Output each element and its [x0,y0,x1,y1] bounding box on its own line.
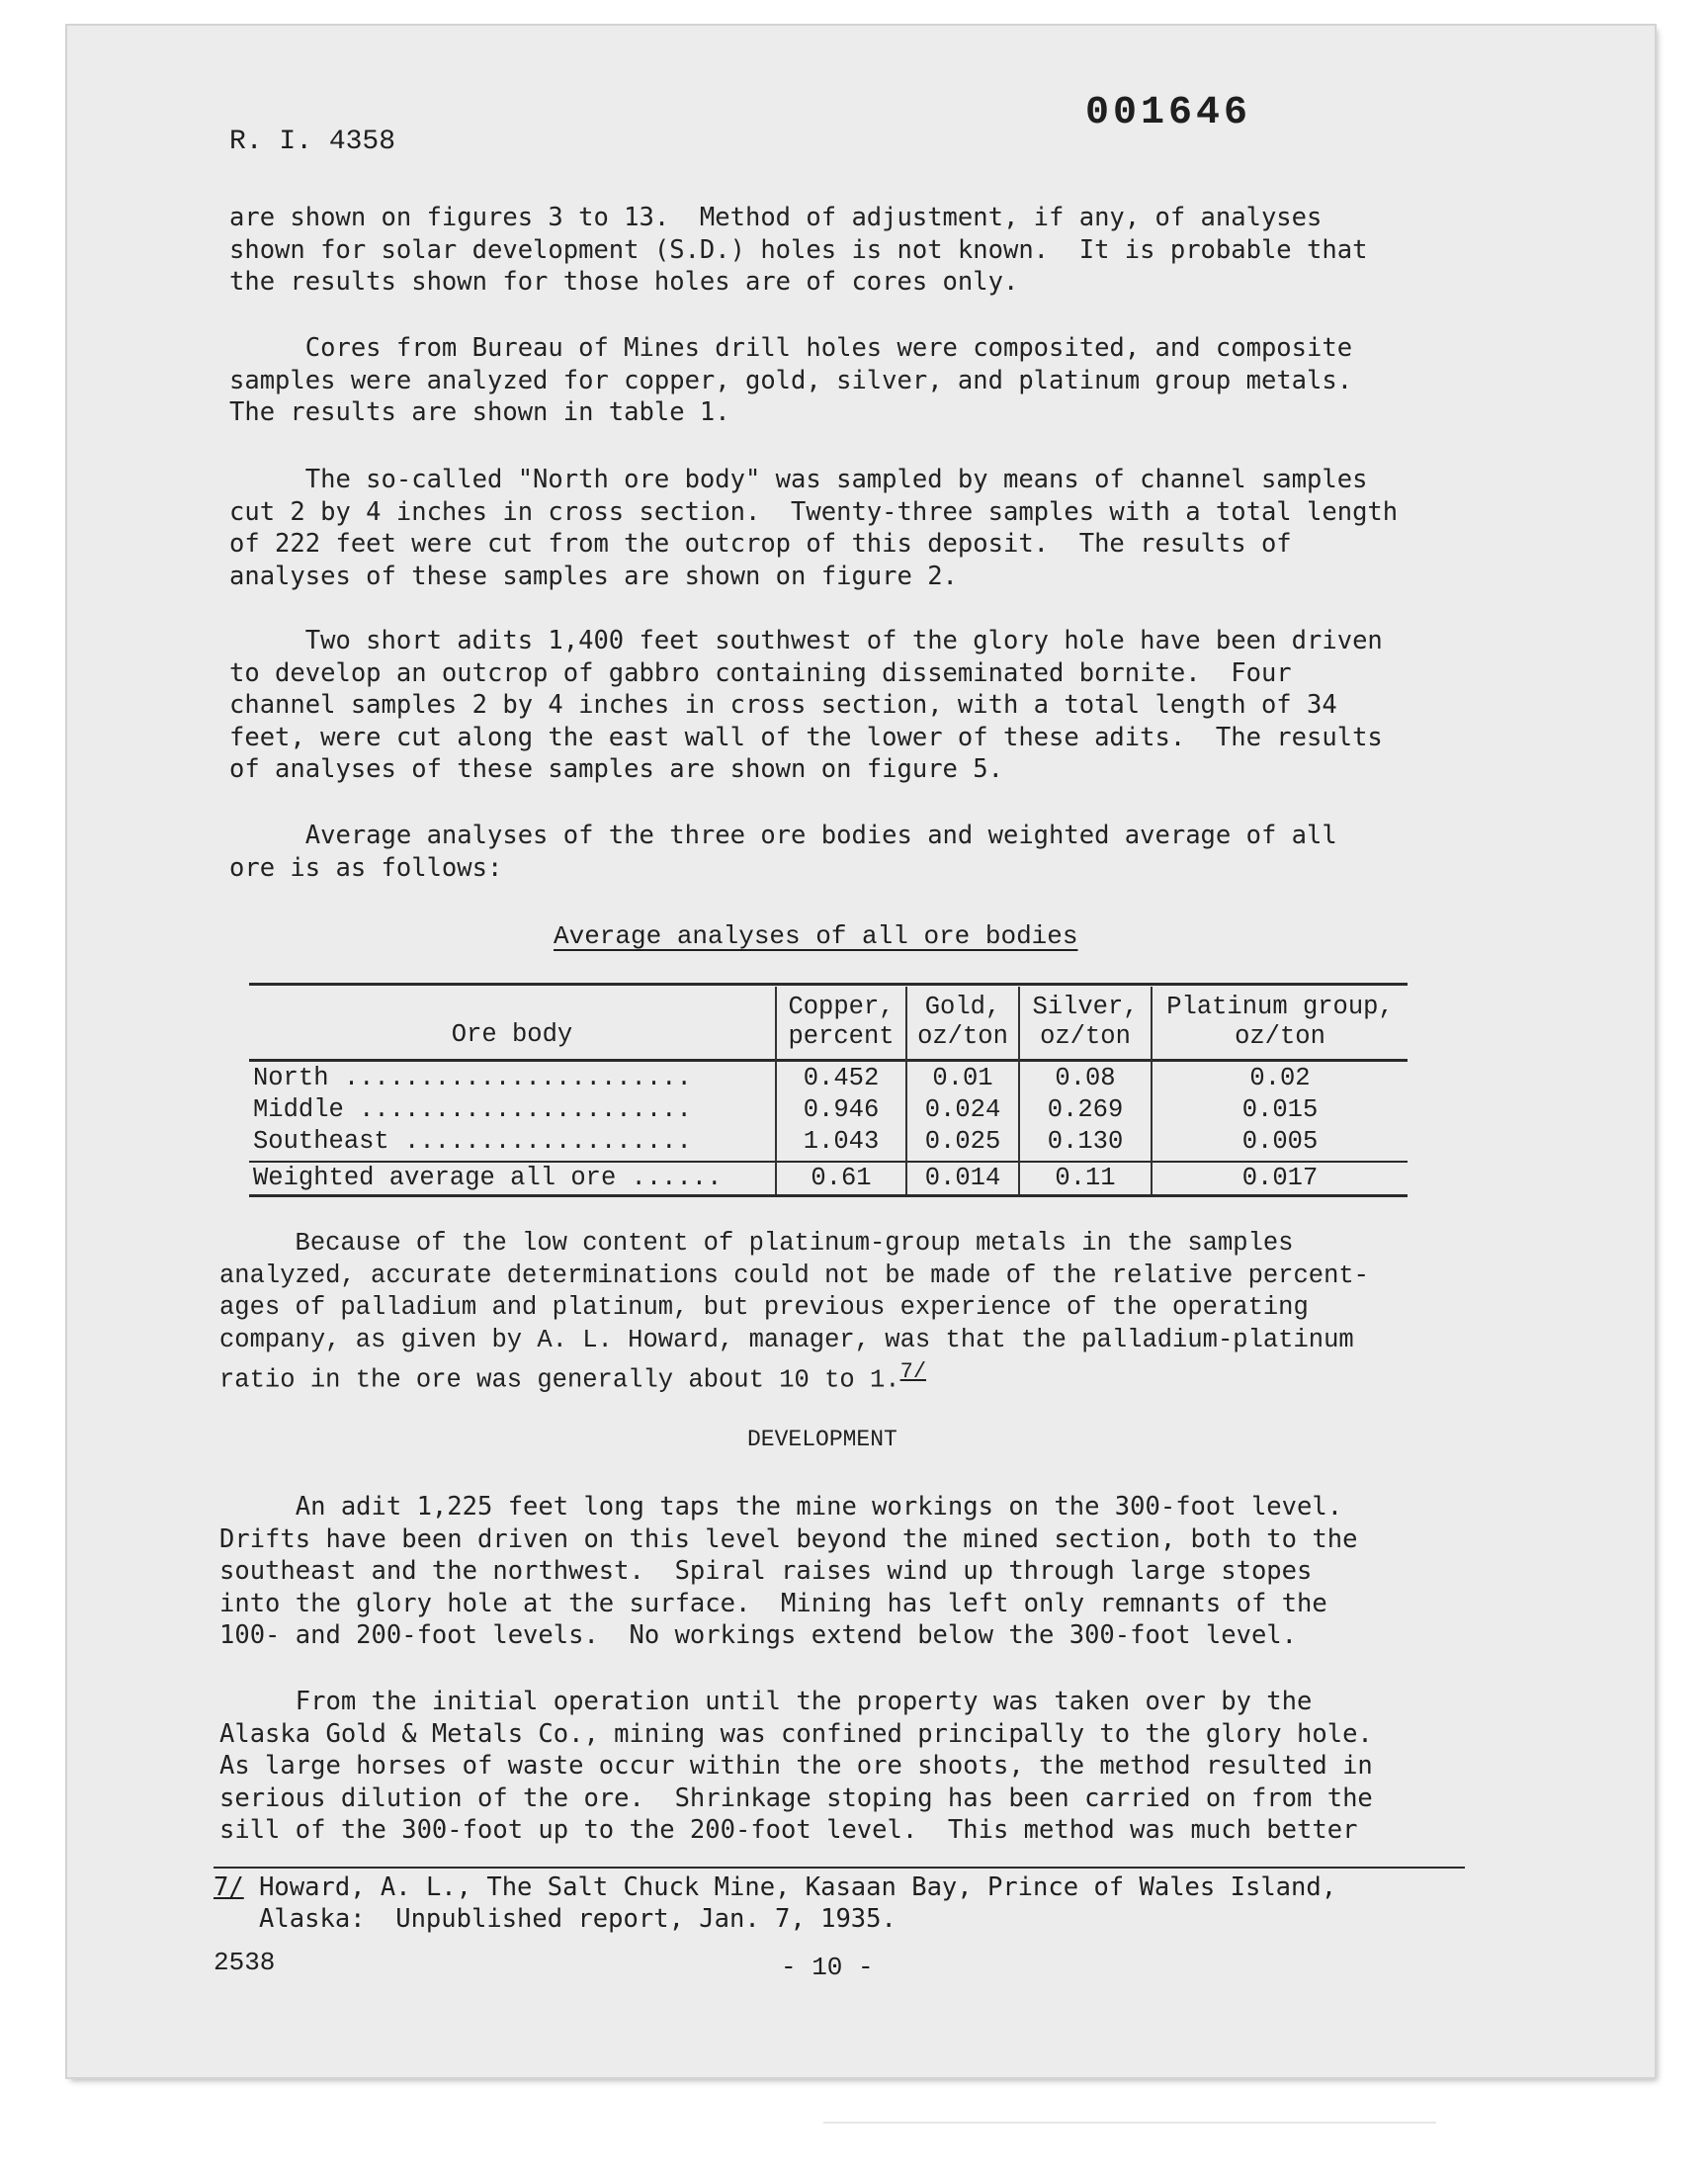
page-number: - 10 - [781,1953,874,1982]
footnote-reference: 7/ [899,1359,927,1384]
row-name: Southeast ................... [253,1127,692,1156]
page-stamp: 001646 [1085,91,1252,135]
header-ore-body: Ore body [451,1020,573,1049]
cell-platinum: 0.005 [1241,1127,1319,1156]
cell-copper: 0.452 [803,1064,880,1092]
cell-silver: 0.269 [1047,1095,1124,1124]
table-caption: Average analyses of all ore bodies [554,921,1078,951]
paragraph-after-table [219,1228,1369,1397]
paragraph-3: The so-called "North ore body" was sampled by means of channel samples cut 2 by 4 inches in cross section. Twenty-three samples with a total length of 222 feet were cut from the outcrop of this deposit. The results of analyses of these samples are shown on figure 2. [229,465,1399,591]
cell-gold: 0.01 [932,1064,993,1092]
dev-paragraph-1: An adit 1,225 feet long taps the mine workings on the 300-foot level. Drifts have been driven on this level beyond the mined section, both to the southeast and the northwest. Spiral raises wind up through large stopes into the glory hole at the surface. Mining has left only remnants of the 100- and 200-foot levels. No workings extend below the 300-foot level. [219,1492,1358,1650]
cell-gold: 0.014 [924,1164,1001,1192]
header-copper: Copper, percent [788,993,895,1051]
row-name: Middle ...................... [253,1095,692,1124]
cell-gold: 0.025 [924,1127,1001,1156]
footnote [214,1871,1336,1935]
scan-edge-line [823,2122,1436,2124]
paragraph-6: Because of the low content of platinum-group metals in the samples analyzed, accurate determinations could not be made of the relative percent- ages of palladium and platinum, but previous experience of the operating company, as given by A. L. Howard, manager, was that the palladium-platinum ratio in the ore was generally about 10 to 1. [219,1229,1369,1395]
footnote-text: Howard, A. L., The Salt Chuck Mine, Kasaan Bay, Prince of Wales Island, Alaska: Unpublished report, Jan. 7, 1935. [259,1872,1337,1934]
cell-copper: 0.946 [803,1095,880,1124]
cell-platinum: 0.015 [1241,1095,1319,1124]
footnote-marker: 7/ [214,1872,244,1902]
row-name: North ....................... [253,1064,692,1092]
footnote-rule [214,1867,1465,1869]
header-gold: Gold, oz/ton [917,993,1008,1051]
row-name-total: Weighted average all ore ...... [253,1164,723,1192]
table-top-rule [249,983,1408,986]
cell-platinum: 0.02 [1249,1064,1311,1092]
section-heading: DEVELOPMENT [747,1427,897,1452]
header-silver: Silver, oz/ton [1032,993,1139,1051]
paragraph-1: are shown on figures 3 to 13. Method of adjustment, if any, of analyses shown for solar development (S.D.) holes is not known. It is probable that the results shown for those holes are of cores only. [229,203,1368,297]
paragraph-4: Two short adits 1,400 feet southwest of the glory hole have been driven to develop an outcrop of gabbro containing disseminated bornite. Four channel samples 2 by 4 inches in cross section, with a total length of 34 feet, were cut along the east wall of the lower of these adits. The results of analyses of these samples are shown on figure 5. [229,626,1383,784]
header-platinum: Platinum group, oz/ton [1166,993,1394,1051]
cell-copper: 1.043 [803,1127,880,1156]
dev-paragraph-2: From the initial operation until the property was taken over by the Alaska Gold & Metals Co., mining was confined principally to the glory hole. As large horses of waste occur within the ore shoots, the method resulted in serious dilution of the ore. Shrinkage stoping has been carried on from the sill of the 300-foot up to the 200-foot level. This method was much better [219,1687,1373,1845]
paragraph-2: Cores from Bureau of Mines drill holes were composited, and composite samples were analyzed for copper, gold, silver, and platinum group metals. The results are shown in table 1. [229,333,1353,427]
cell-copper: 0.61 [811,1164,872,1192]
cell-silver: 0.08 [1055,1064,1116,1092]
report-id: R. I. 4358 [229,127,396,157]
paragraph-5: Average analyses of the three ore bodies and weighted average of all ore is as follows: [229,821,1337,883]
cell-silver: 0.11 [1055,1164,1116,1192]
cell-silver: 0.130 [1047,1127,1124,1156]
document-code: 2538 [214,1948,276,1977]
cell-gold: 0.024 [924,1095,1001,1124]
cell-platinum: 0.017 [1241,1164,1319,1192]
